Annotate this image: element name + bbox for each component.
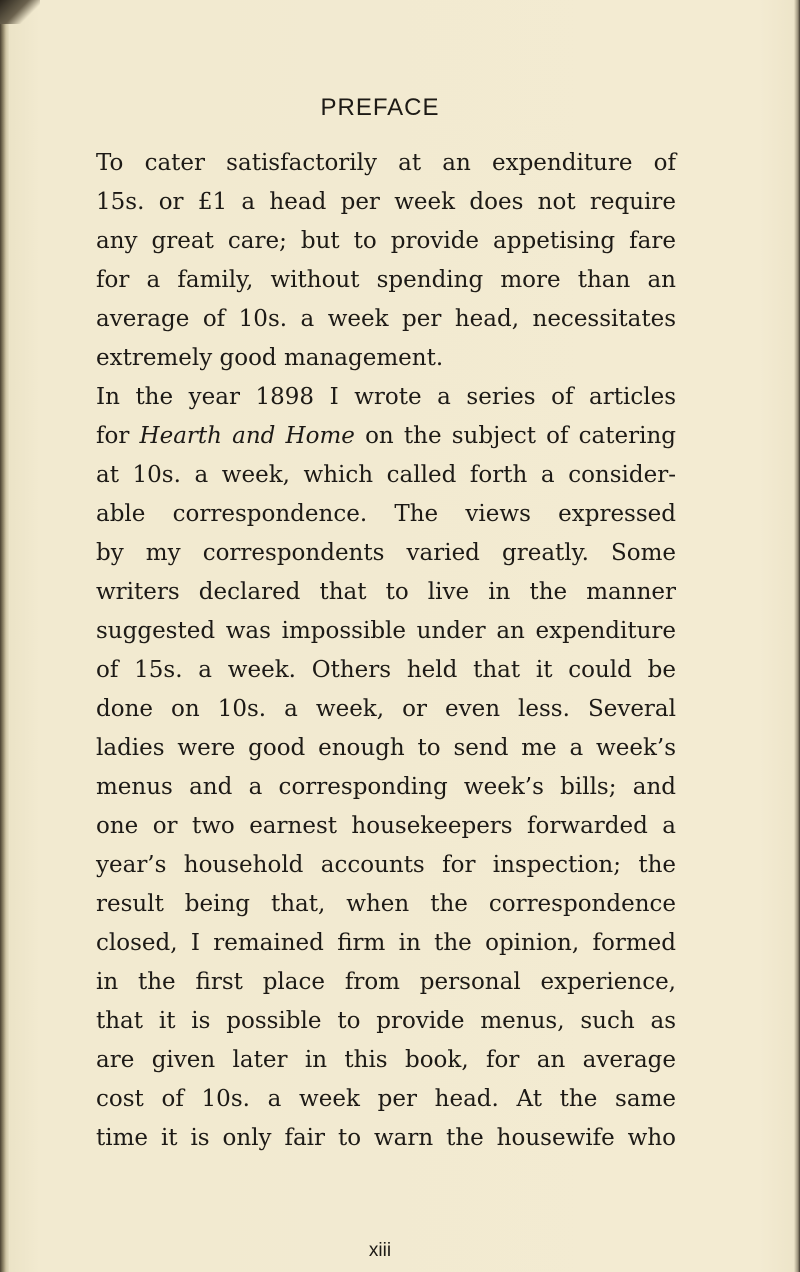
text-line: at 10s. a week, which called forth a consider-	[96, 462, 676, 488]
text-line: in the first place from personal experience,	[96, 969, 676, 995]
text-line-with-italic	[96, 417, 676, 456]
text-line: time it is only fair to warn the housewife who	[96, 1125, 676, 1151]
body-text	[96, 144, 676, 1158]
page-title: PREFACE	[320, 94, 440, 121]
text-line: cost of 10s. a week per head. At the same	[96, 1086, 676, 1112]
text-line: done on 10s. a week, or even less. Several	[96, 696, 676, 722]
italic-title: Hearth and Home	[139, 423, 355, 449]
text-line: year’s household accounts for inspection; the	[96, 852, 676, 878]
text-line: ladies were good enough to send me a week’s	[96, 735, 676, 761]
page-number: xiii	[368, 1240, 392, 1261]
text-line: for a family, without spending more than an	[96, 267, 676, 293]
page-corner-shadow	[0, 0, 40, 24]
text-line: are given later in this book, for an average	[96, 1047, 676, 1073]
text-line: extremely good management.	[96, 345, 444, 371]
page-right-edge	[794, 0, 800, 1272]
text-line: one or two earnest housekeepers forwarded a	[96, 813, 676, 839]
text-line: by my correspondents varied greatly. Some	[96, 540, 676, 566]
text-line: closed, I remained firm in the opinion, formed	[96, 930, 676, 956]
text-line: that it is possible to provide menus, such as	[96, 1008, 676, 1034]
text-line: In the year 1898 I wrote a series of articles	[96, 384, 676, 410]
text-line: able correspondence. The views expressed	[96, 501, 676, 527]
text-line: suggested was impossible under an expenditure	[96, 618, 676, 644]
text-line: To cater satisfactorily at an expenditure of	[96, 150, 676, 176]
text-line: average of 10s. a week per head, necessitates	[96, 306, 676, 332]
text-line: menus and a corresponding week’s bills; and	[96, 774, 676, 800]
text-line: 15s. or £1 a head per week does not require	[96, 189, 676, 215]
text-line: any great care; but to provide appetising fare	[96, 228, 676, 254]
page-spine-shadow	[0, 0, 9, 1272]
text-fragment: on the subject of catering	[354, 423, 676, 449]
text-line: of 15s. a week. Others held that it could be	[96, 657, 676, 683]
text-line: writers declared that to live in the manner	[96, 579, 676, 605]
text-line: result being that, when the correspondence	[96, 891, 676, 917]
text-fragment: for	[96, 423, 140, 449]
